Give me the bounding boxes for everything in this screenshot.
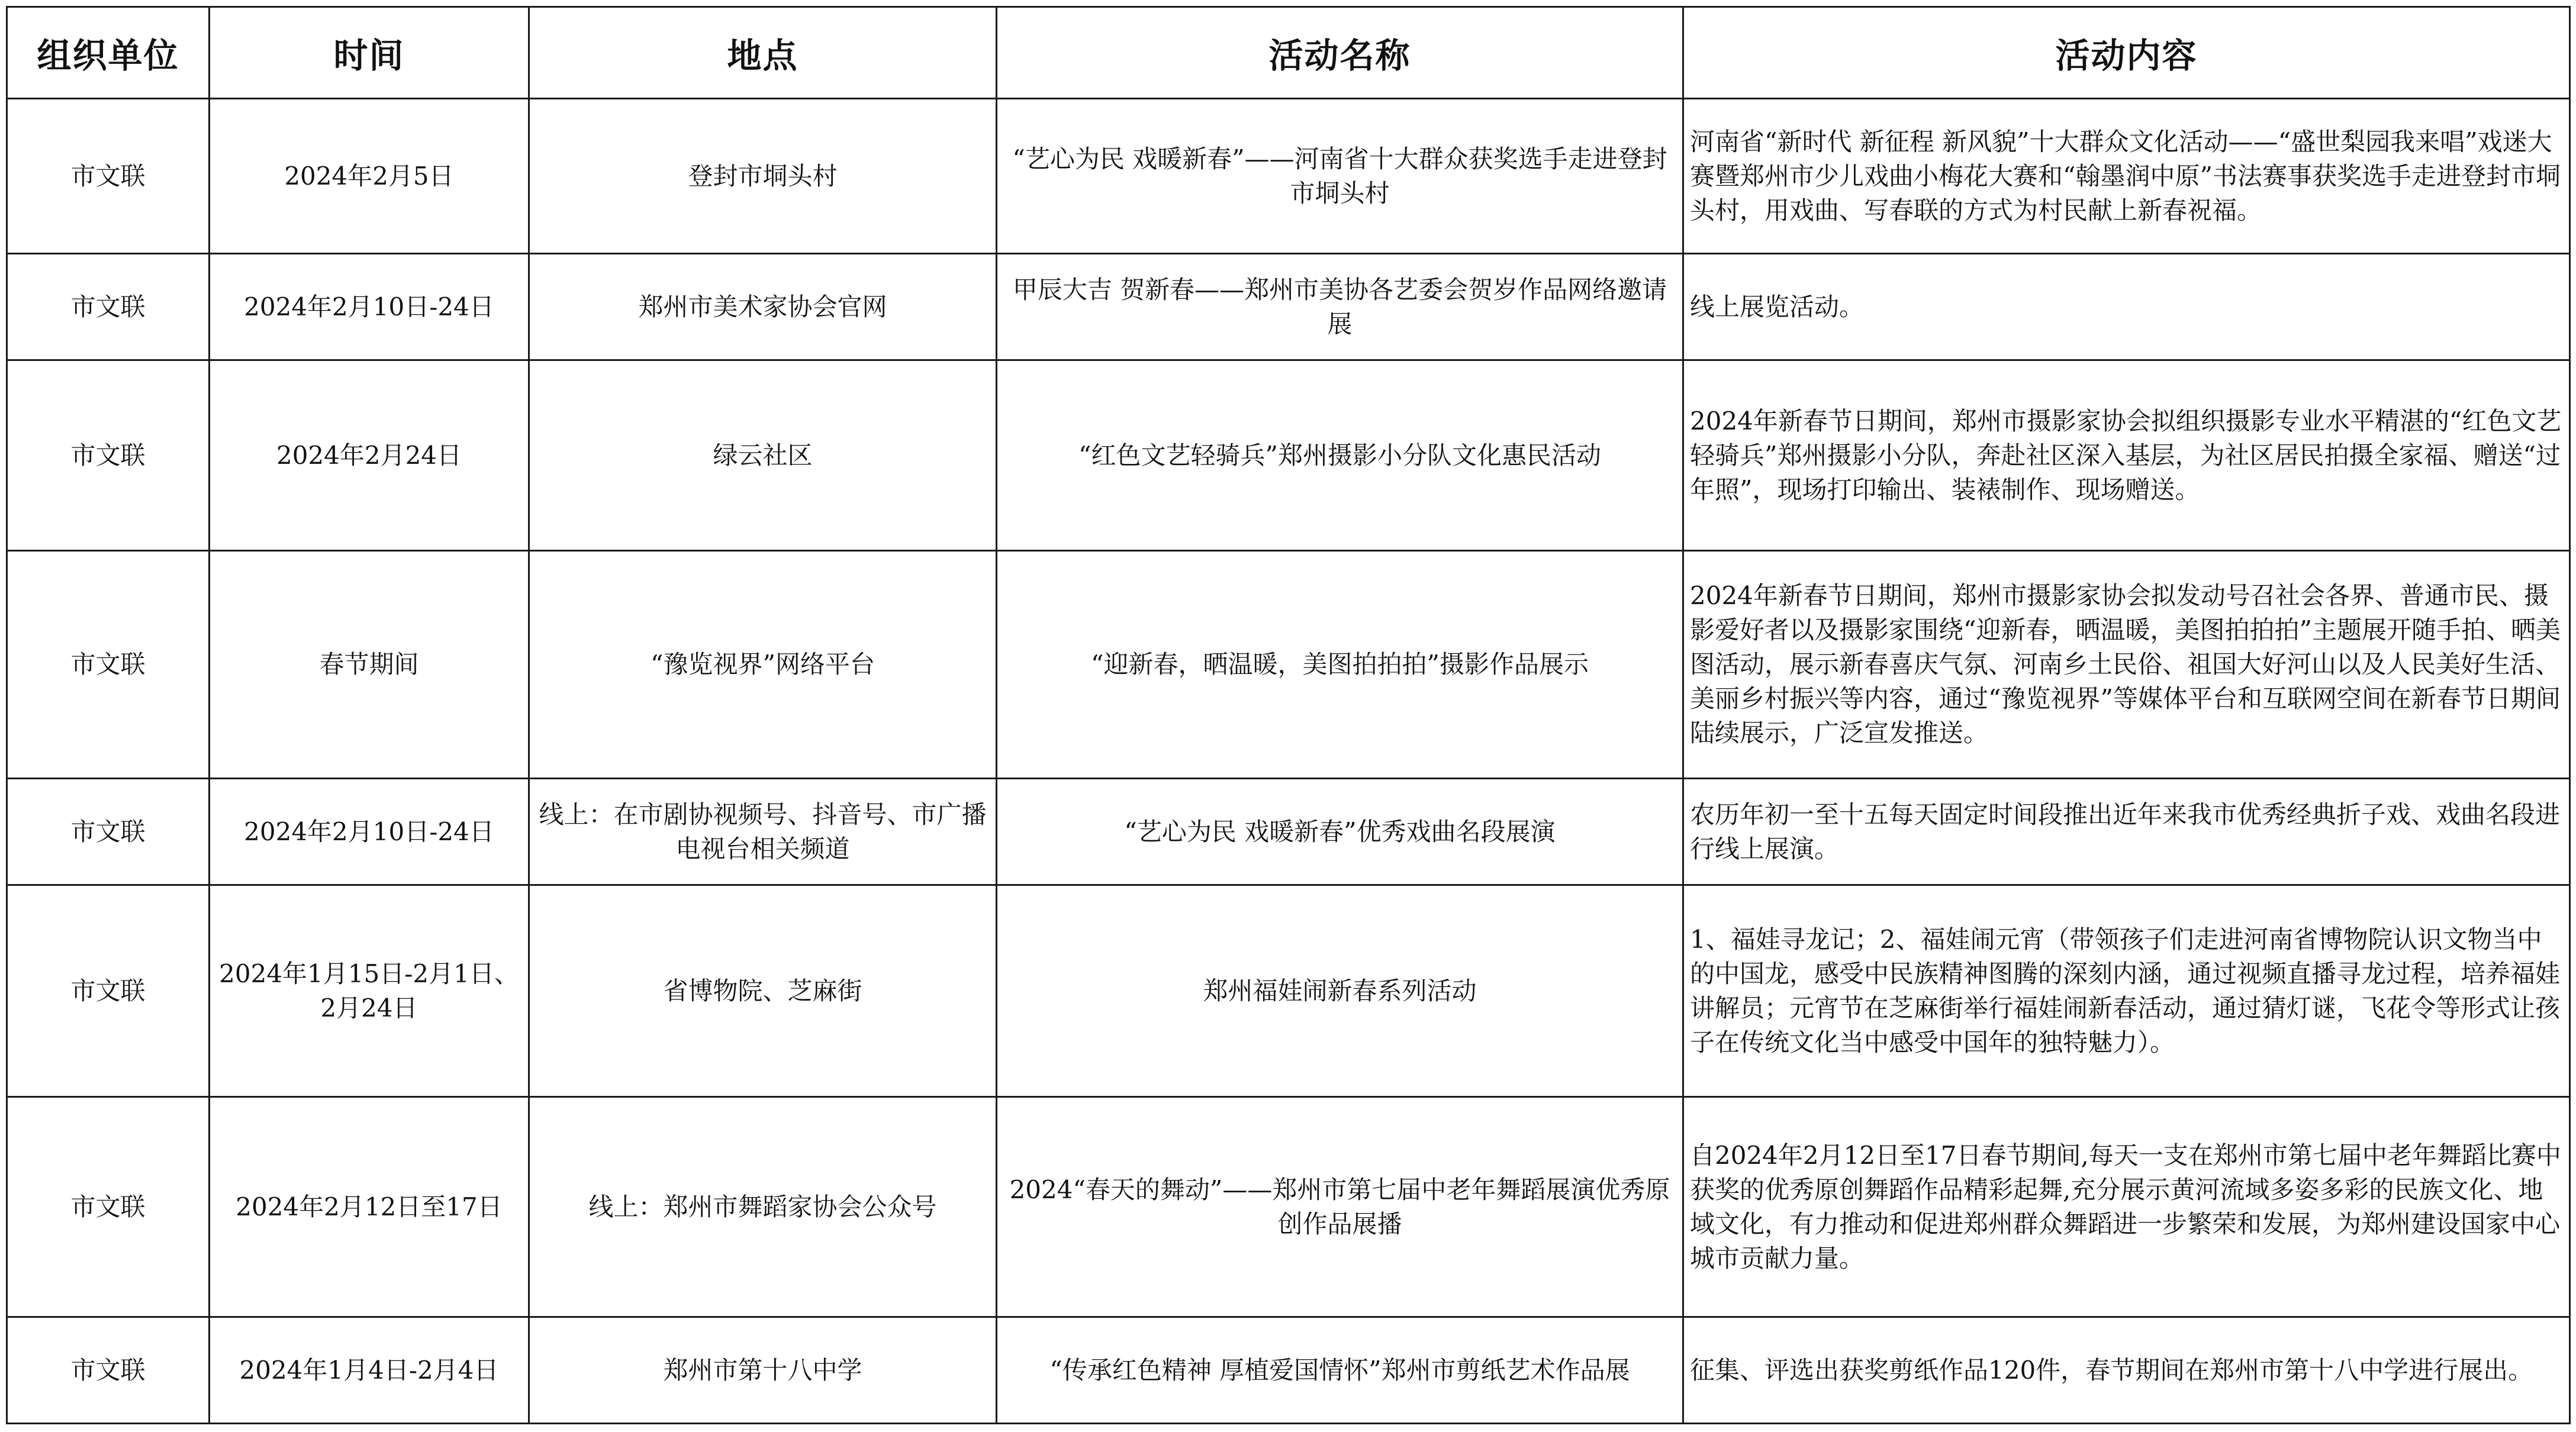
cell-activity-content: 自2024年2月12日至17日春节期间,每天一支在郑州市第七届中老年舞蹈比赛中获奖的优秀原创舞蹈作品精彩起舞,充分展示黄河流域多姿多彩的民族文化、地域文化，有力推动和促进郑州群众舞蹈进一步繁荣和发展，为郑州建设国家中心城市贡献力量。 <box>1683 1097 2570 1317</box>
cell-activity-content: 线上展览活动。 <box>1683 254 2570 360</box>
cell-place: 线上：在市剧协视频号、抖音号、市广播电视台相关频道 <box>529 779 997 885</box>
cell-time: 2024年2月5日 <box>210 99 529 254</box>
cell-time: 2024年1月4日-2月4日 <box>210 1317 529 1424</box>
cell-activity-name: “艺心为民 戏暖新春”优秀戏曲名段展演 <box>997 779 1683 885</box>
cell-place: 省博物院、芝麻街 <box>529 885 997 1097</box>
cell-activity-name: 郑州福娃闹新春系列活动 <box>997 885 1683 1097</box>
cell-org: 市文联 <box>7 551 210 779</box>
table-row <box>7 99 2570 254</box>
table-row <box>7 551 2570 779</box>
cell-activity-content: 1、福娃寻龙记；2、福娃闹元宵（带领孩子们走进河南省博物院认识文物当中的中国龙，感受中民族精神图腾的深刻内涵，通过视频直播寻龙过程，培养福娃讲解员；元宵节在芝麻街举行福娃闹新春活动，通过猜灯谜，飞花令等形式让孩子在传统文化当中感受中国年的独特魅力）。 <box>1683 885 2570 1097</box>
cell-time: 2024年1月15日-2月1日、2月24日 <box>210 885 529 1097</box>
cell-org: 市文联 <box>7 360 210 551</box>
cell-activity-content: 2024年新春节日期间，郑州市摄影家协会拟组织摄影专业水平精湛的“红色文艺轻骑兵”郑州摄影小分队，奔赴社区深入基层，为社区居民拍摄全家福、赠送“过年照”，现场打印输出、装裱制作、现场赠送。 <box>1683 360 2570 551</box>
cell-place: 绿云社区 <box>529 360 997 551</box>
cell-org: 市文联 <box>7 779 210 885</box>
cell-activity-name: “红色文艺轻骑兵”郑州摄影小分队文化惠民活动 <box>997 360 1683 551</box>
cell-activity-content: 2024年新春节日期间，郑州市摄影家协会拟发动号召社会各界、普通市民、摄影爱好者以及摄影家围绕“迎新春，晒温暖，美图拍拍拍”主题展开随手拍、晒美图活动，展示新春喜庆气氛、河南乡土民俗、祖国大好河山以及人民美好生活、美丽乡村振兴等内容，通过“豫览视界”等媒体平台和互联网空间在新春节日期间陆续展示，广泛宣发推送。 <box>1683 551 2570 779</box>
cell-activity-name: 甲辰大吉 贺新春——郑州市美协各艺委会贺岁作品网络邀请展 <box>997 254 1683 360</box>
cell-time: 2024年2月24日 <box>210 360 529 551</box>
activity-table <box>6 6 2571 1424</box>
cell-activity-content: 农历年初一至十五每天固定时间段推出近年来我市优秀经典折子戏、戏曲名段进行线上展演。 <box>1683 779 2570 885</box>
table-row <box>7 254 2570 360</box>
cell-activity-content: 征集、评选出获奖剪纸作品120件，春节期间在郑州市第十八中学进行展出。 <box>1683 1317 2570 1424</box>
cell-time: 2024年2月12日至17日 <box>210 1097 529 1317</box>
cell-org: 市文联 <box>7 885 210 1097</box>
cell-time: 2024年2月10日-24日 <box>210 254 529 360</box>
table-row <box>7 1097 2570 1317</box>
header-time: 时间 <box>210 7 529 99</box>
cell-activity-name: “艺心为民 戏暖新春”——河南省十大群众获奖选手走进登封市垌头村 <box>997 99 1683 254</box>
cell-org: 市文联 <box>7 1317 210 1424</box>
cell-org: 市文联 <box>7 1097 210 1317</box>
cell-activity-name: 2024“春天的舞动”——郑州市第七届中老年舞蹈展演优秀原创作品展播 <box>997 1097 1683 1317</box>
cell-place: 郑州市第十八中学 <box>529 1317 997 1424</box>
cell-time: 2024年2月10日-24日 <box>210 779 529 885</box>
cell-org: 市文联 <box>7 254 210 360</box>
cell-activity-name: “迎新春，晒温暖，美图拍拍拍”摄影作品展示 <box>997 551 1683 779</box>
header-row <box>7 7 2570 99</box>
table-row <box>7 885 2570 1097</box>
header-activity-name: 活动名称 <box>997 7 1683 99</box>
header-place: 地点 <box>529 7 997 99</box>
cell-place: 郑州市美术家协会官网 <box>529 254 997 360</box>
cell-place: 登封市垌头村 <box>529 99 997 254</box>
table-row <box>7 779 2570 885</box>
header-org: 组织单位 <box>7 7 210 99</box>
cell-time: 春节期间 <box>210 551 529 779</box>
cell-activity-content: 河南省“新时代 新征程 新风貌”十大群众文化活动——“盛世梨园我来唱”戏迷大赛暨郑州市少儿戏曲小梅花大赛和“翰墨润中原”书法赛事获奖选手走进登封市垌头村，用戏曲、写春联的方式为村民献上新春祝福。 <box>1683 99 2570 254</box>
table-row <box>7 1317 2570 1424</box>
cell-place: 线上：郑州市舞蹈家协会公众号 <box>529 1097 997 1317</box>
cell-place: “豫览视界”网络平台 <box>529 551 997 779</box>
table-row <box>7 360 2570 551</box>
cell-activity-name: “传承红色精神 厚植爱国情怀”郑州市剪纸艺术作品展 <box>997 1317 1683 1424</box>
cell-org: 市文联 <box>7 99 210 254</box>
header-activity-content: 活动内容 <box>1683 7 2570 99</box>
